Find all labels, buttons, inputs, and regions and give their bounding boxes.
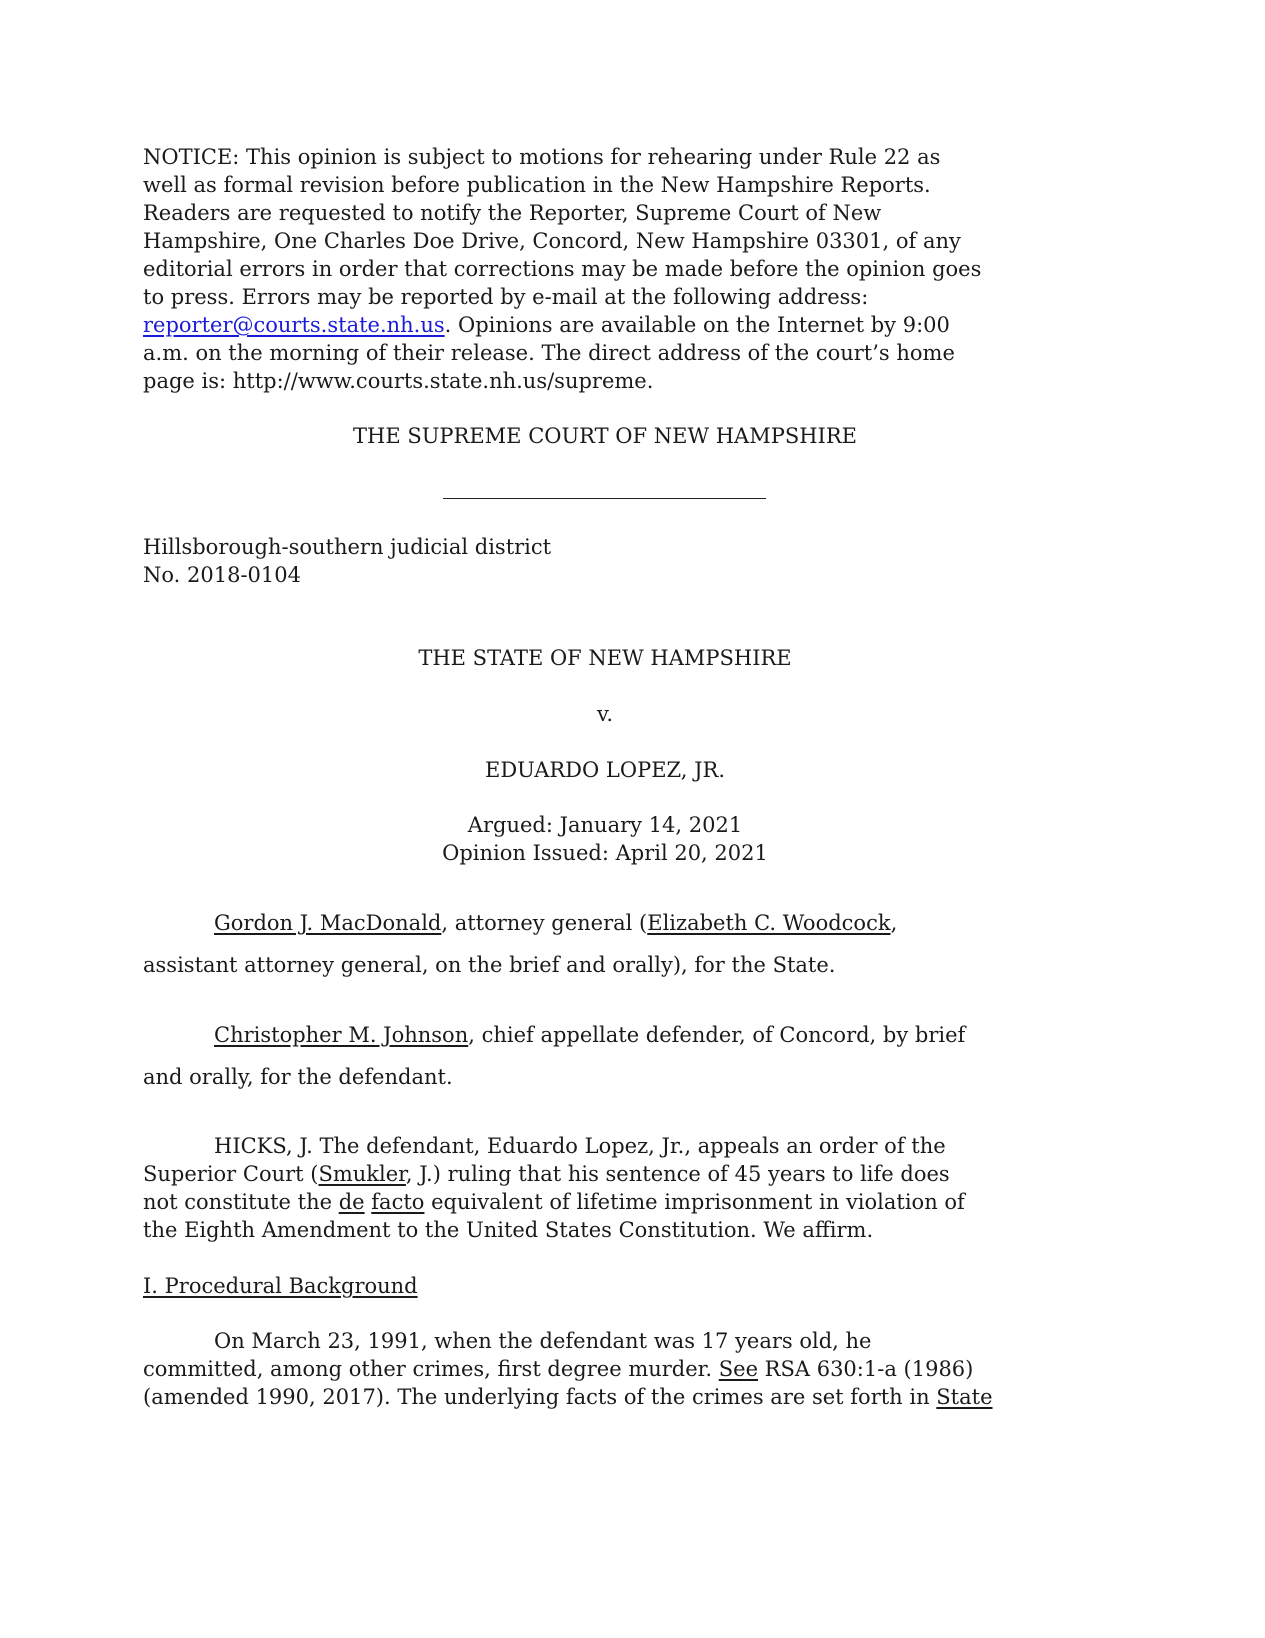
text-line: [143, 1355, 993, 1383]
notice: [143, 143, 981, 395]
text: , J.) ruling that his sentence of 45 years to life does: [405, 1162, 950, 1186]
text-line: On March 23, 1991, when the defendant was 17 years old, he: [214, 1329, 872, 1353]
text: (amended 1990, 2017). The underlying facts of the crimes are set forth in: [143, 1385, 937, 1409]
case-name: State: [936, 1385, 993, 1409]
notice-line: a.m. on the morning of their release. The direct address of the court’s home: [143, 341, 955, 365]
text: ,: [890, 911, 898, 935]
issued-date: Opinion Issued: April 20, 2021: [442, 841, 768, 865]
court-name: THE SUPREME COURT OF NEW HAMPSHIRE: [353, 424, 857, 448]
plaintiff: THE STATE OF NEW HAMPSHIRE: [418, 646, 792, 670]
section-heading: [143, 1272, 418, 1300]
notice-line: Readers are requested to notify the Reporter, Supreme Court of New: [143, 201, 882, 225]
text: not constitute the: [143, 1190, 339, 1214]
counsel-line: [143, 1014, 965, 1056]
text-line: [143, 1160, 965, 1188]
text-line: HICKS, J. The defendant, Eduardo Lopez, Jr., appeals an order of the: [214, 1134, 946, 1158]
citation-signal: See: [718, 1357, 758, 1381]
versus: v.: [596, 702, 614, 726]
text: committed, among other crimes, first degree murder.: [143, 1357, 719, 1381]
defendant: EDUARDO LOPEZ, JR.: [484, 758, 726, 782]
text: RSA 630:1-a (1986): [758, 1357, 974, 1381]
docket-number: No. 2018-0104: [143, 563, 301, 587]
opinion-paragraph: [143, 1327, 993, 1411]
divider: [443, 498, 766, 499]
counsel-line: assistant attorney general, on the brief and orally), for the State.: [143, 953, 836, 977]
text: equivalent of lifetime imprisonment in violation of: [424, 1190, 965, 1214]
section-title: I. Procedural Background: [143, 1274, 418, 1298]
text-line: [143, 1188, 965, 1216]
text: , chief appellate defender, of Concord, by brief: [468, 1023, 966, 1047]
argued-date: Argued: January 14, 2021: [467, 813, 743, 837]
text-line: [143, 1383, 993, 1411]
counsel-line: and orally, for the defendant.: [143, 1065, 453, 1089]
text-line: the Eighth Amendment to the United States Constitution. We affirm.: [143, 1218, 874, 1242]
italic-term: facto: [371, 1190, 425, 1214]
attorney-name: Elizabeth C. Woodcock: [647, 911, 891, 935]
defense-counsel: [143, 1014, 965, 1098]
text: Superior Court (: [143, 1162, 319, 1186]
notice-line: NOTICE: This opinion is subject to motions for rehearing under Rule 22 as: [143, 145, 941, 169]
notice-line: page is: http://www.courts.state.nh.us/supreme.: [143, 369, 654, 393]
district: Hillsborough-southern judicial district: [143, 535, 552, 559]
opinion-paragraph: [143, 1132, 965, 1244]
attorney-name: Gordon J. MacDonald: [214, 911, 442, 935]
notice-line: well as formal revision before publication in the New Hampshire Reports.: [143, 173, 931, 197]
judge-name: Smukler: [318, 1162, 406, 1186]
notice-line: to press. Errors may be reported by e-mail at the following address:: [143, 285, 869, 309]
italic-term: de: [338, 1190, 365, 1214]
state-counsel: [143, 902, 897, 986]
case-info: [143, 533, 551, 589]
attorney-name: Christopher M. Johnson: [214, 1023, 469, 1047]
text: , attorney general (: [441, 911, 648, 935]
notice-line: editorial errors in order that corrections may be made before the opinion goes: [143, 257, 982, 281]
notice-text: . Opinions are available on the Internet by 9:00: [444, 313, 950, 337]
notice-line: Hampshire, One Charles Doe Drive, Concord, New Hampshire 03301, of any: [143, 229, 961, 253]
counsel-line: [143, 902, 897, 944]
notice-line: [143, 311, 981, 339]
reporter-email-link[interactable]: reporter@courts.state.nh.us: [143, 313, 445, 337]
